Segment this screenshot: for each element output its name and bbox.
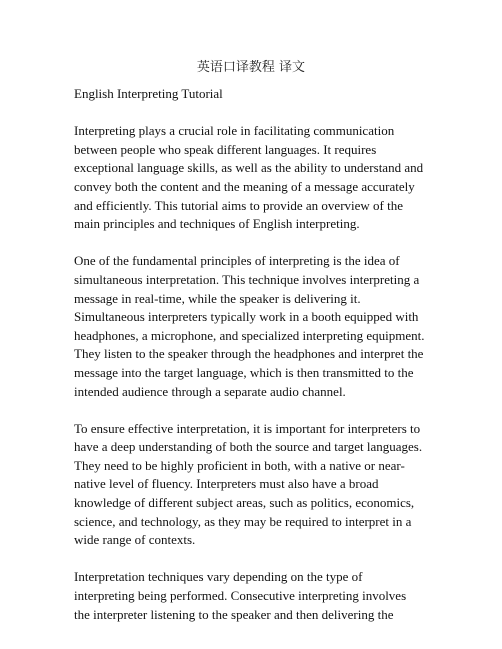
text-line: message into the target language, which is then transmitted to the [74, 364, 414, 380]
text-line: headphones, a microphone, and specialized interpreting equipment. [74, 327, 425, 343]
text-line: native level of fluency. Interpreters must also have a broad [74, 476, 379, 492]
document-title: 英语口译教程 译文 [196, 60, 306, 75]
text-line: Simultaneous interpreters typically work in a booth equipped with [74, 309, 419, 325]
document-body [74, 85, 434, 624]
text-line: interpreting being performed. Consecutive interpreting involves [74, 588, 407, 604]
text-line: To ensure effective interpretation, it is important for interpreters to [74, 420, 421, 436]
text-line: They listen to the speaker through the headphones and interpret the [74, 346, 424, 362]
text-line: between people who speak different languages. It requires [74, 141, 377, 157]
text-line: One of the fundamental principles of interpreting is the idea of [74, 253, 400, 269]
text-line: have a deep understanding of both the source and target languages. [74, 439, 423, 455]
text-line: Interpreting plays a crucial role in facilitating communication [74, 123, 395, 139]
document-subtitle: English Interpreting Tutorial [74, 86, 223, 101]
text-line: the interpreter listening to the speaker and then delivering the [74, 606, 394, 622]
paragraph-gap [74, 550, 434, 569]
paragraph-gap [74, 234, 434, 253]
text-line: intended audience through a separate audio channel. [74, 383, 346, 399]
paragraph-1 [74, 122, 434, 234]
text-line: message in real-time, while the speaker is delivering it. [74, 290, 361, 306]
text-line: exceptional language skills, as well as the ability to understand and [74, 160, 424, 176]
text-line: convey both the content and the meaning of a message accurately [74, 178, 415, 194]
text-line: knowledge of different subject areas, such as politics, economics, [74, 495, 415, 511]
text-line: and efficiently. This tutorial aims to provide an overview of the [74, 197, 404, 213]
paragraph-4 [74, 568, 434, 624]
text-line: simultaneous interpretation. This technique involves interpreting a [74, 271, 420, 287]
text-line: wide range of contexts. [74, 532, 196, 548]
text-line: science, and technology, as they may be required to interpret in a [74, 513, 412, 529]
text-line: Interpretation techniques vary depending on the type of [74, 569, 363, 585]
text-line: They need to be highly proficient in both, with a native or near- [74, 457, 405, 473]
paragraph-2 [74, 252, 434, 401]
paragraph-gap [74, 401, 434, 420]
paragraph-gap [74, 104, 434, 123]
paragraph-3 [74, 420, 434, 550]
text-line: main principles and techniques of English interpreting. [74, 216, 360, 232]
